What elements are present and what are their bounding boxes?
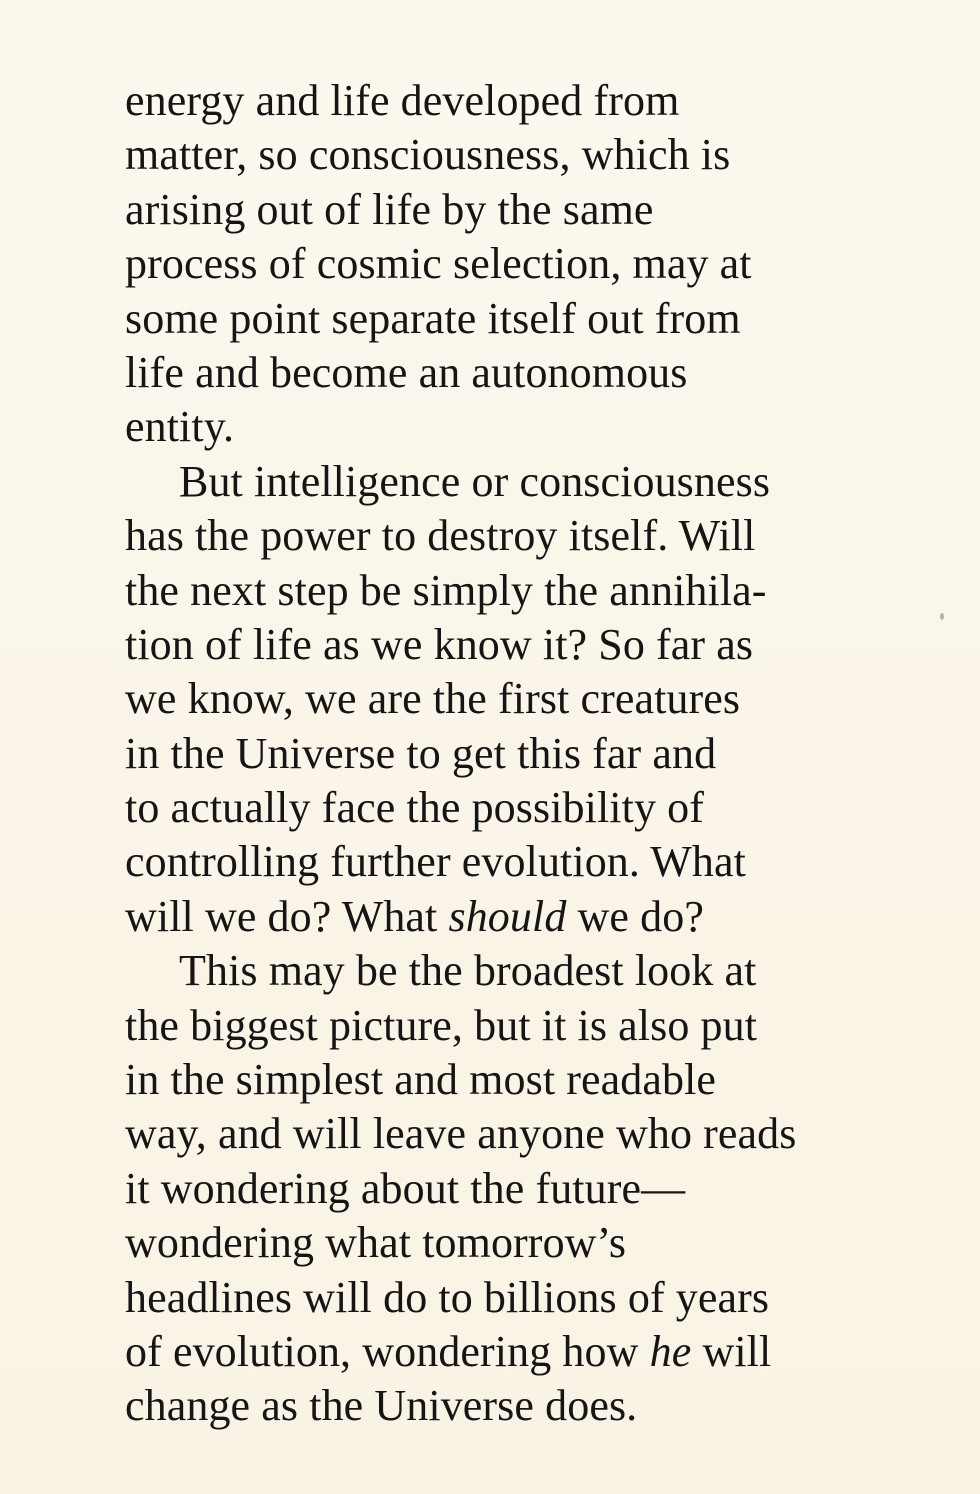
- text-line: life and become an autonomous: [125, 347, 688, 397]
- text-line: the biggest picture, but it is also put: [125, 1000, 758, 1050]
- paragraph-first-line: This may be the broadest look at: [179, 946, 757, 996]
- text-line: change as the Universe does.: [125, 1381, 638, 1431]
- text-line: it wondering about the future—: [125, 1163, 686, 1213]
- text-line: in the simplest and most readable: [125, 1055, 717, 1105]
- text-line: energy and life developed from: [125, 76, 680, 125]
- text-line: the next step be simply the annihila-: [125, 565, 767, 615]
- text-line: [125, 1325, 925, 1379]
- text-line: some point separate itself out from: [125, 293, 741, 343]
- italic-emphasis: should: [448, 891, 567, 941]
- text-line: [125, 890, 925, 944]
- text-line: matter, so consciousness, which is: [125, 130, 731, 180]
- paper-speck: [940, 613, 944, 620]
- text-segment: will we do? What: [125, 891, 449, 941]
- text-line: has the power to destroy itself. Will: [125, 511, 756, 561]
- paragraph-first-line: But intelligence or consciousness: [179, 456, 771, 506]
- text-line: we know, we are the first creatures: [125, 674, 741, 724]
- text-line: way, and will leave anyone who reads: [125, 1109, 797, 1159]
- body-text: [125, 74, 925, 1434]
- text-line: entity.: [125, 402, 235, 452]
- text-line: wondering what tomorrow’s: [125, 1218, 627, 1268]
- text-line: tion of life as we know it? So far as: [125, 619, 754, 669]
- text-line: headlines will do to billions of years: [125, 1272, 770, 1322]
- text-line: arising out of life by the same: [125, 184, 654, 234]
- text-line: in the Universe to get this far and: [125, 728, 717, 778]
- text-segment: we do?: [566, 891, 704, 941]
- text-line: controlling further evolution. What: [125, 837, 746, 887]
- text-segment: will: [691, 1326, 772, 1376]
- text-segment: of evolution, wondering how: [125, 1326, 650, 1376]
- text-line: process of cosmic selection, may at: [125, 239, 752, 289]
- text-line: to actually face the possibility of: [125, 783, 705, 833]
- italic-emphasis: he: [649, 1326, 692, 1376]
